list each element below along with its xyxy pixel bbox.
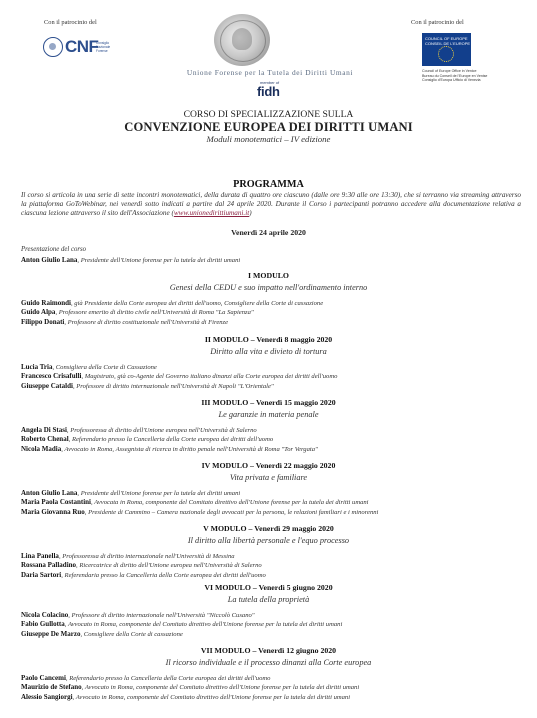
module-speaker (21, 299, 323, 307)
speaker-role: , Referendario presso la Cancelleria della Corte europea dei diritti dell'uomo (65, 675, 271, 682)
speaker-name: Fabio Gullotta (21, 620, 65, 628)
speaker-name: Lucia Tria (21, 363, 53, 371)
module-speaker (21, 552, 235, 560)
speaker-name: Lina Panella (21, 552, 59, 560)
module-subtitle: Il ricorso individuale e il processo dinanzi alla Corte europea (165, 658, 372, 667)
module-speaker (21, 561, 262, 569)
module-speaker (21, 435, 273, 443)
speaker-role: , Professoressa di diritto dell'Unione europea nell'Università di Salerno (66, 427, 257, 434)
module-heading: V MODULO – Venerdì 29 maggio 2020 (203, 524, 334, 533)
speaker-role: , Professoressa di diritto internazionale nell'Università di Messina (58, 553, 235, 560)
module-heading: VII MODULO – Venerdì 12 giugno 2020 (200, 646, 337, 655)
speaker-name: Filippo Donati (21, 318, 65, 326)
speaker-name: Guido Raimondi (21, 299, 71, 307)
website-link[interactable]: www.unionedirittiumani.it (173, 209, 250, 218)
fidh-logo-top: member of (260, 80, 280, 85)
speaker-name: Guido Alpa (21, 308, 56, 316)
speaker-name: Alessio Sangiorgi (21, 693, 73, 701)
module-speaker (21, 426, 257, 434)
speaker-role: , Professore emerito di diritto civile nell'Università di Roma "La Sapienza" (55, 309, 254, 316)
speaker-role: , Avvocata in Roma, componente del Comitato direttivo dell'Unione forense per la tutela dei diritti umani (91, 499, 369, 506)
speaker-name: Nicola Madia (21, 445, 62, 453)
module-speaker (21, 318, 228, 326)
speaker-name: Francesco Crisafulli (21, 372, 82, 380)
module-speaker (21, 382, 274, 390)
coe-flag-text (425, 37, 470, 46)
speaker-role: , Presidente dell'Unione forense per la tutela dei diritti umani (77, 257, 241, 264)
union-emblem-logo (214, 14, 270, 66)
module-heading: VI MODULO – Venerdì 5 giugno 2020 (204, 583, 333, 592)
speaker-role: , Avvocato in Roma, componente del Comitato direttivo dell'Unione forense per la tutela dei diritti umani (72, 694, 351, 701)
opening-date: Venerdì 24 aprile 2020 (231, 228, 306, 237)
module-speaker (21, 571, 266, 579)
speaker-name: Paolo Cancemi (21, 674, 66, 682)
module-subtitle: Le garanzie in materia penale (218, 410, 319, 419)
coe-caption (422, 69, 492, 83)
speaker-role: , Referendario presso la Cancelleria della Corte europea dei diritti dell'uomo (68, 436, 274, 443)
speaker-name: Anton Giulio Lana (21, 256, 78, 264)
speaker-role: , Presidente di Cammino – Camera nazionale degli avvocati per la persona, le relazioni familiari e i minorenni (84, 509, 379, 516)
module-speaker (21, 611, 255, 619)
speaker-name: Giuseppe De Marzo (21, 630, 81, 638)
speaker-role: , Professore di diritto costituzionale nell'Università di Firenze (64, 319, 229, 326)
speaker-name: Angela Di Stasi (21, 426, 67, 434)
speaker-name: Nicola Colacino (21, 611, 69, 619)
speaker-name: Anton Giulio Lana (21, 489, 78, 497)
opening-label: Presentazione del corso (21, 246, 87, 253)
coe-flag (422, 33, 471, 66)
speaker-name: Rossana Palladino (21, 561, 77, 569)
cnf-logo-subtext: Consiglio Nazionale Forense (96, 41, 111, 53)
patrocinio-label-left: Con il patrocinio del (44, 19, 97, 26)
opening-speaker (21, 256, 240, 264)
coe-caption-line-1: Council of Europe Office in Venice (422, 69, 477, 73)
module-heading: II MODULO – Venerdì 8 maggio 2020 (204, 335, 333, 344)
module-speaker (21, 674, 270, 682)
coe-caption-line-2: Bureau du Conseil de l'Europe en Venise (422, 73, 488, 78)
module-speaker (21, 693, 350, 701)
module-speaker (21, 363, 157, 371)
speaker-role: , Avvocato in Roma, componente del Comitato direttivo dell'Unione forense per la tutela dei diritti umani (64, 621, 343, 628)
cnf-logo-text: CNF (65, 37, 99, 56)
council-of-europe-logo (422, 33, 488, 97)
module-subtitle: Genesi della CEDU e suo impatto nell'ordinamento interno (169, 283, 368, 292)
eu-stars-icon (438, 46, 454, 62)
module-speaker (21, 489, 240, 497)
programma-heading: PROGRAMMA (233, 179, 304, 190)
speaker-role: , Consigliera della Corte di Cassazione (52, 364, 157, 371)
module-speaker (21, 683, 359, 691)
intro-end: ) (249, 209, 252, 218)
speaker-role: , Consigliere della Corte di cassazione (80, 631, 183, 638)
module-speaker (21, 372, 337, 380)
speaker-role: , Avvocato in Roma, Assegnista di ricerca in diritto penale nell'Università di Roma "Tor Vergata" (61, 446, 318, 453)
speaker-name: Roberto Chenal (21, 435, 69, 443)
module-speaker (21, 308, 254, 316)
module-speaker (21, 630, 183, 638)
module-speaker (21, 445, 318, 453)
coe-flag-line-2: CONSEIL DE L'EUROPE (425, 40, 471, 46)
speaker-role: , Magistrato, già co-Agente del Governo italiano dinanzi alla Corte europea dei diritti dell'uomo (81, 373, 338, 380)
module-subtitle: Vita privata e familiare (229, 473, 308, 482)
speaker-name: Maurizio de Stefano (21, 683, 82, 691)
speaker-name: Daria Sartori (21, 571, 62, 579)
module-speaker (21, 620, 342, 628)
emblem-figure (232, 28, 252, 50)
module-subtitle: Il diritto alla libertà personale e l'equo processo (187, 536, 350, 545)
module-subtitle: La tutela della proprietà (227, 595, 310, 604)
speaker-role: , Professore di diritto internazionale nell'Università di Napoli "L'Orientale" (72, 383, 274, 390)
programma-intro (21, 191, 521, 219)
cnf-logo (43, 35, 109, 59)
speaker-role: , Presidente dell'Unione forense per la tutela dei diritti umani (77, 490, 241, 497)
module-heading: III MODULO – Venerdì 15 maggio 2020 (201, 398, 336, 407)
speaker-role: , Referendaria presso la Cancelleria della Corte europea dei diritti dell'uomo (61, 572, 266, 579)
module-speaker (21, 498, 369, 506)
intro-text: Il corso si articola in una serie di sette incontri monotematici, della durata di quattro ore ciascuno (dalle ore 9:30 alle ore 13:30), che si terranno via streaming attraverso la piattaforma GoToWebinar, nei venerdì sotto indicati a partire dal 24 aprile 2020. Durante il Corso i partecipanti potranno accedere alla documentazione relativa a ciascuna lezione attraverso il sito dell'Associazione ( (21, 191, 521, 218)
speaker-role: , Professore di diritto internazionale nell'Università "Niccolò Cusano" (68, 612, 255, 619)
coe-flag-line-1: COUNCIL OF EUROPE (425, 36, 468, 41)
union-name: Unione Forense per la Tutela dei Diritti Umani (186, 68, 354, 77)
module-speaker (21, 508, 378, 516)
module-subtitle: Diritto alla vita e divieto di tortura (210, 347, 327, 356)
speaker-role: , Avvocato in Roma, componente del Comitato direttivo dell'Unione forense per la tutela dei diritti umani (81, 684, 360, 691)
convention-title: CONVENZIONE EUROPEA DEI DIRITTI UMANI (124, 120, 413, 134)
cnf-seal-icon (43, 37, 63, 57)
fidh-logo-word: fidh (257, 84, 280, 99)
module-heading: IV MODULO – Venerdì 22 maggio 2020 (201, 461, 336, 470)
module-heading: I MODULO (248, 271, 289, 280)
edition-subtitle: Moduli monotematici – IV edizione (206, 134, 331, 144)
fidh-logo (257, 80, 287, 100)
coe-caption-line-3: Consiglio d'Europa Ufficio di Venezia (422, 78, 481, 83)
speaker-name: Maria Paola Costantini (21, 498, 91, 506)
patrocinio-label-right: Con il patrocinio del (411, 19, 464, 26)
speaker-role: , già Presidente della Corte europea dei diritti dell'uomo, Consigliere della Corte di cassazione (71, 300, 324, 307)
course-title: CORSO DI SPECIALIZZAZIONE SULLA (183, 109, 354, 120)
speaker-name: Giuseppe Cataldi (21, 382, 73, 390)
speaker-role: , Ricercatrice di diritto dell'Unione europea nell'Università di Salerno (76, 562, 262, 569)
speaker-name: Maria Giovanna Ruo (21, 508, 85, 516)
